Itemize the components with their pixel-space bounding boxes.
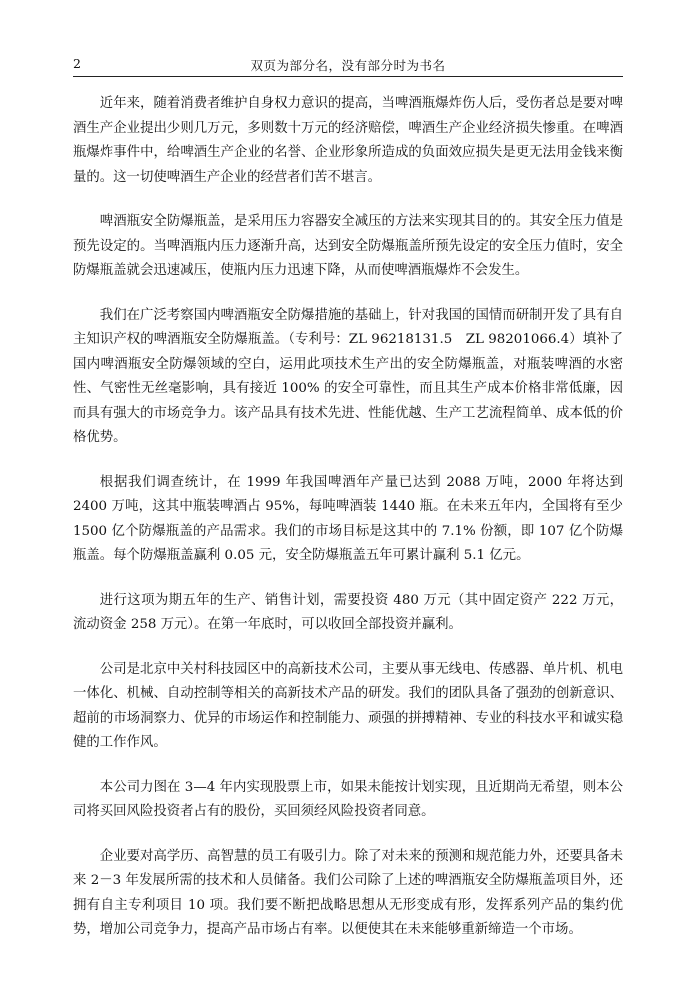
body-text <box>73 92 623 963</box>
page-header <box>73 50 623 77</box>
paragraph-investment-plan: 进行这项为期五年的生产、销售计划，需要投资 480 万元（其中固定资产 222 万元，流动资金 258 万元）。在第一年底时，可以收回全部投资并赢利。 <box>73 592 623 632</box>
paragraph-talent-and-strategy: 企业要对高学历、高智慧的员工有吸引力。除了对未来的预测和规范能力外，还要具备未来 2－3 年发展所需的技术和人员储备。我们公司除了上述的啤酒瓶安全防爆瓶盖项目外，还拥有自主专利项目 10 项。我们要不断把战略思想从无形变成有形，发挥系列产品的集约优势，增加公司竞争力，提高产品市场占有率。以便使其在未来能够重新缔造一个市场。 <box>73 848 623 937</box>
paragraph-listing-plan: 本公司力图在 3—4 年内实现股票上市，如果未能按计划实现，且近期尚无希望，则本公司将买回风险投资者占有的股份，买回须经风险投资者同意。 <box>73 779 623 819</box>
running-head: 双页为部分名，没有部分时为书名 <box>250 58 446 73</box>
paragraph-consumer-claims: 近年来，随着消费者维护自身权力意识的提高，当啤酒瓶爆炸伤人后，受伤者总是要对啤酒生产企业提出少则几万元，多则数十万元的经济赔偿，啤酒生产企业经济损失惨重。在啤酒瓶爆炸事件中，给啤酒生产企业的名誉、企业形象所造成的负面效应损失是更无法用金钱来衡量的。这一切使啤酒生产企业的经营者们苦不堪言。 <box>73 96 623 185</box>
paragraph-market-statistics: 根据我们调查统计，在 1999 年我国啤酒年产量已达到 2088 万吨，2000 年将达到 2400 万吨，这其中瓶装啤酒占 95%，每吨啤酒装 1440 瓶。在未来五年内，全国将有至少 1500 亿个防爆瓶盖的产品需求。我们的市场目标是这其中的 7.1% 份额，即 107 亿个防爆瓶盖。每个防爆瓶盖赢利 0.05 元，安全防爆瓶盖五年可累计赢利 5.1 亿元。 <box>73 474 623 563</box>
paragraph-company-profile: 公司是北京中关村科技园区中的高新技术公司，主要从事无线电、传感器、单片机、机电一体化、机械、自动控制等相关的高新技术产品的研发。我们的团队具备了强劲的创新意识、超前的市场洞察力、优异的市场运作和控制能力、顽强的拼搏精神、专业的科技水平和诚实稳健的工作作风。 <box>73 661 623 750</box>
page-number: 2 <box>73 56 81 71</box>
paragraph-patent-and-advantages: 我们在广泛考察国内啤酒瓶安全防爆措施的基础上，针对我国的国情而研制开发了具有自主知识产权的啤酒瓶安全防爆瓶盖。（专利号：ZL 96218131.5 ZL 98201066.4）填补了国内啤酒瓶安全防爆领域的空白，运用此项技术生产出的安全防爆瓶盖，对瓶装啤酒的水密性、气密性无丝毫影响，具有接近 100% 的安全可靠性，而且其生产成本价格非常低廉，因而具有强大的市场竞争力。该产品具有技术先进、性能优越、生产工艺流程简单、成本低的价格优势。 <box>73 307 623 445</box>
paragraph-safety-cap-principle: 啤酒瓶安全防爆瓶盖，是采用压力容器安全减压的方法来实现其目的的。其安全压力值是预先设定的。当啤酒瓶内压力逐渐升高，达到安全防爆瓶盖所预先设定的安全压力值时，安全防爆瓶盖就会迅速减压，使瓶内压力迅速下降，从而使啤酒瓶爆炸不会发生。 <box>73 214 623 278</box>
